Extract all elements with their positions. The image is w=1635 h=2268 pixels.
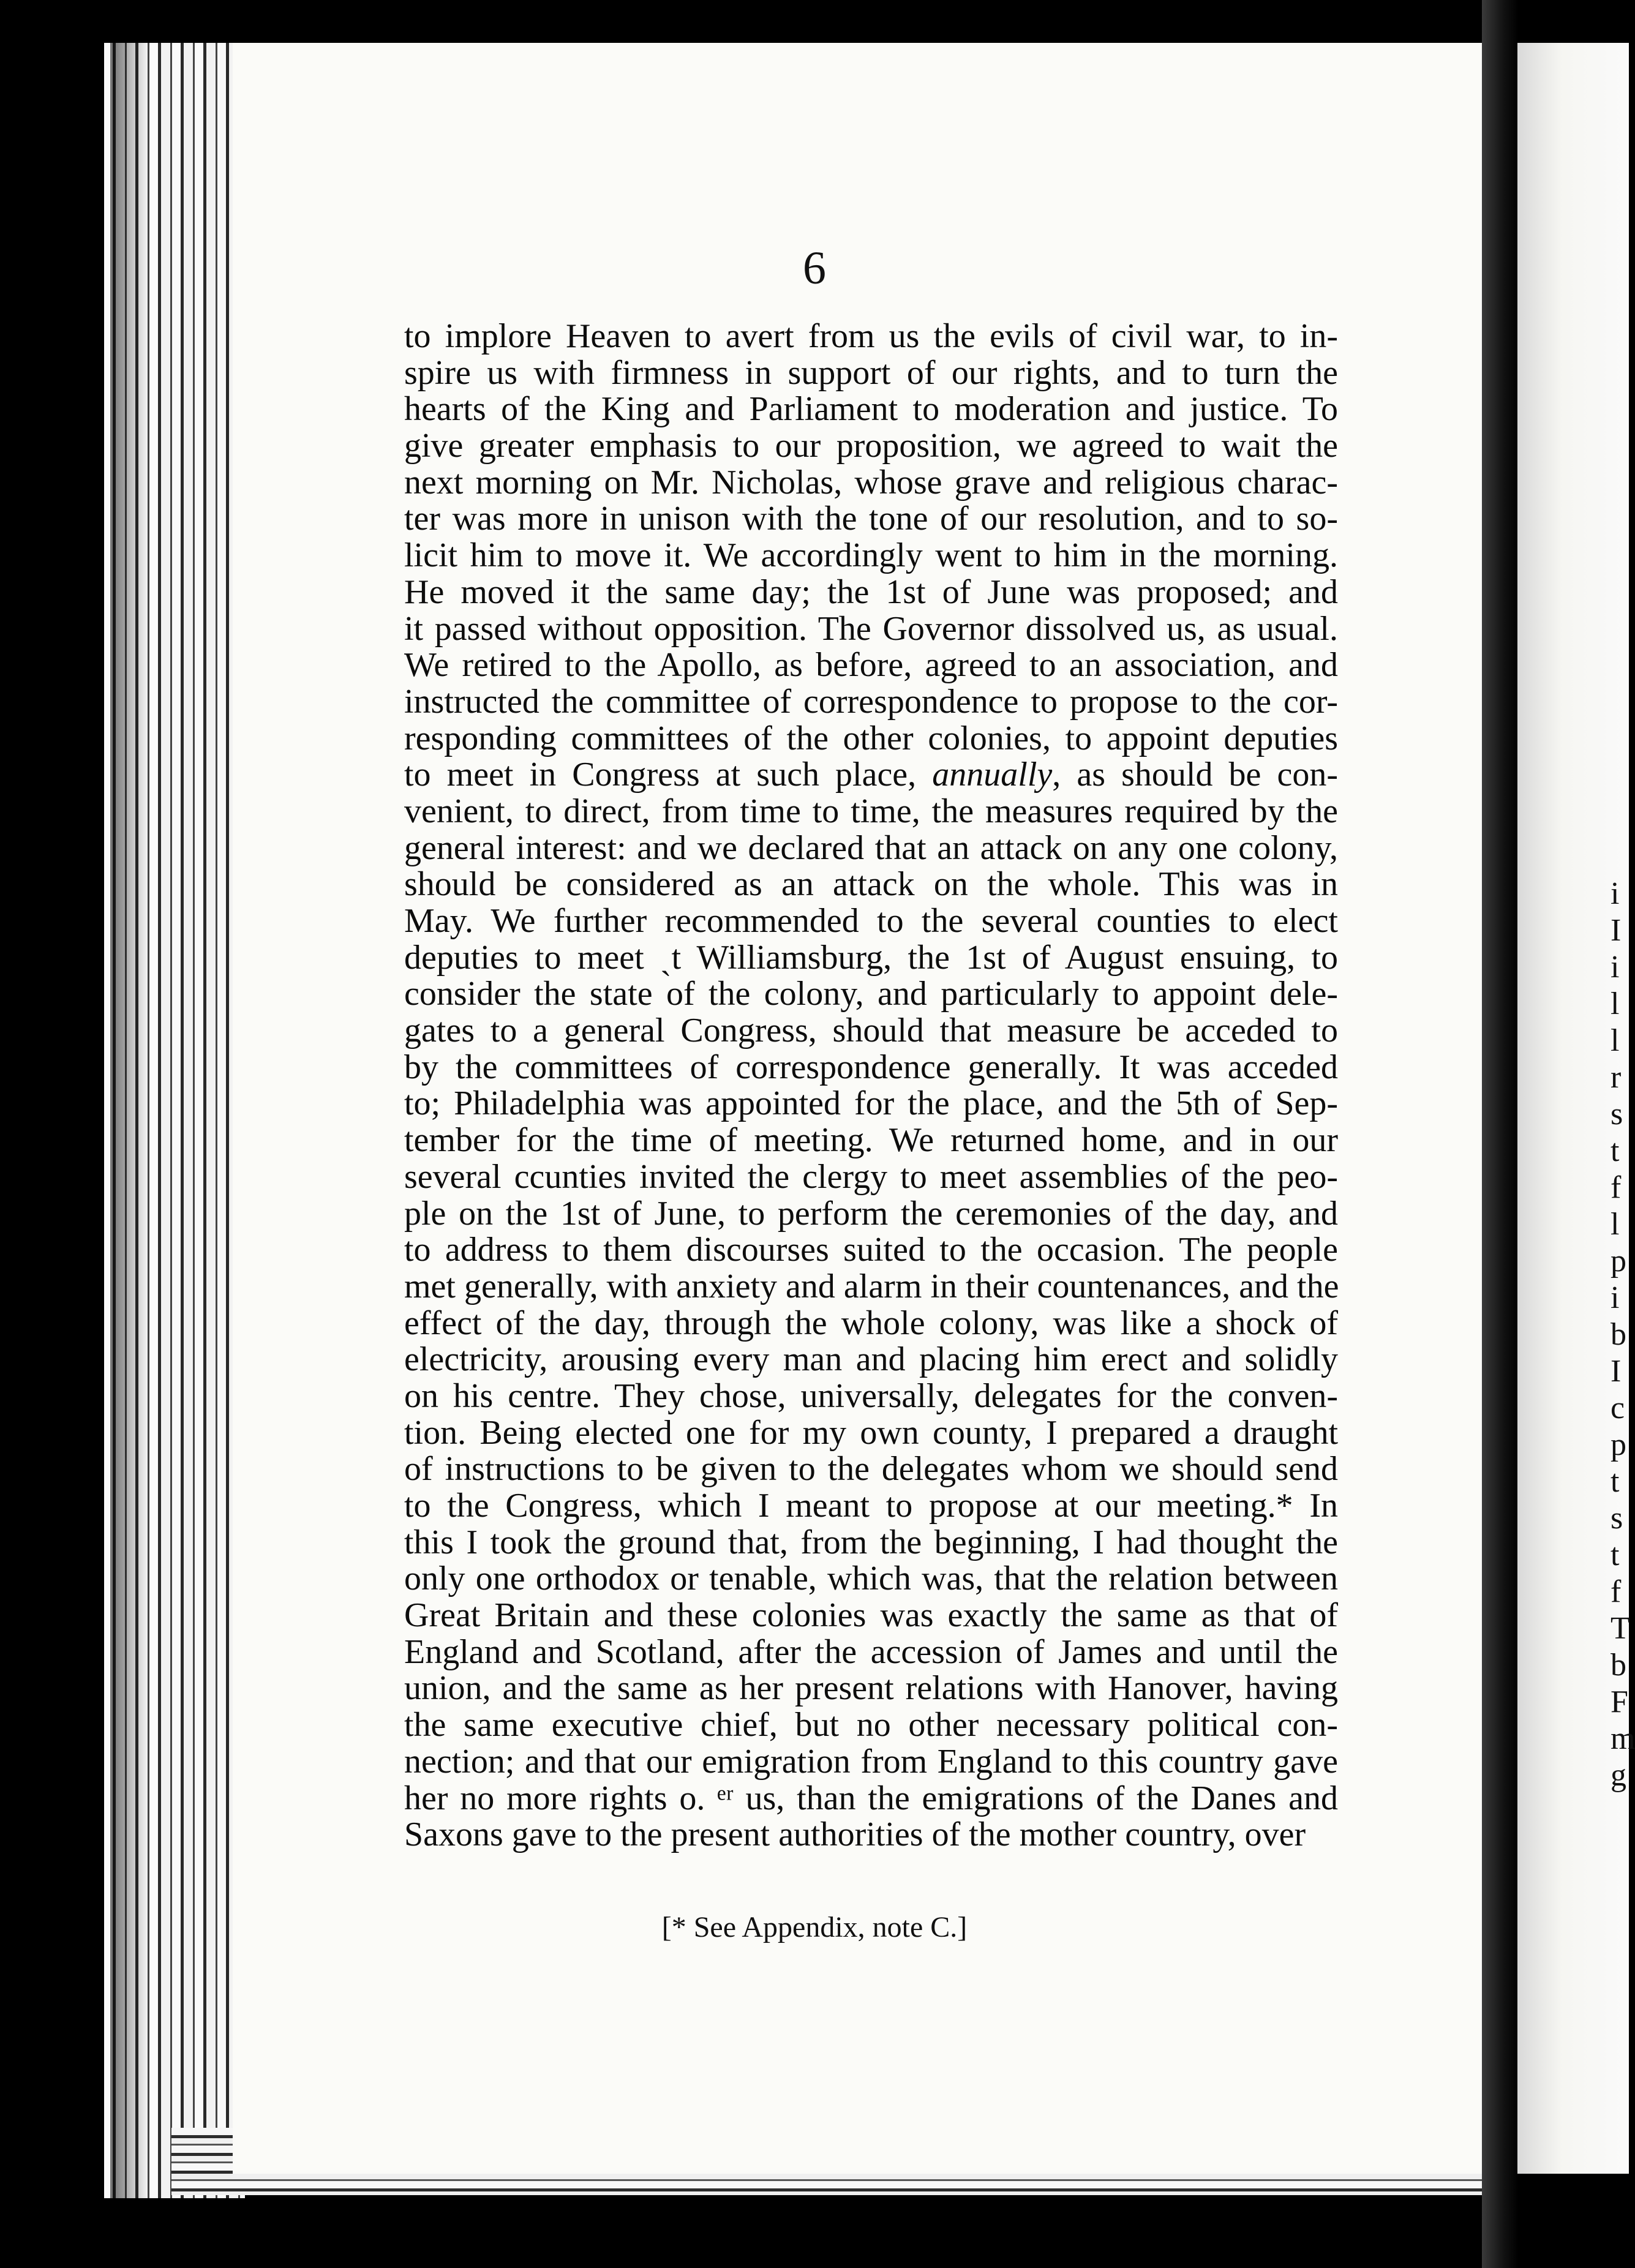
facing-text-fragment: c — [1611, 1391, 1625, 1425]
facing-text-fragment: p — [1611, 1244, 1626, 1279]
text-line: deputies to meet ˎt Williamsburg, the 1st of August ensuing, to — [404, 938, 1338, 977]
facing-text-fragment: i — [1611, 1280, 1620, 1315]
text-line: gates to a general Congress, should that measure be acceded to — [404, 1012, 1338, 1050]
footnote: [* See Appendix, note C.] — [661, 1911, 968, 1943]
text-line: May. We further recommended to the several counties to elect — [404, 902, 1338, 940]
text-line: this I took the ground that, from the beginning, I had thought the — [404, 1523, 1338, 1561]
facing-text-fragment: b — [1611, 1317, 1626, 1352]
text-line: tion. Being elected one for my own county, I prepared a draught — [404, 1413, 1338, 1452]
text-line: several ccunties invited the clergy to meet assemblies of the peo- — [404, 1157, 1338, 1196]
text-line: licit him to move it. We accordingly went to him in the morning. — [404, 536, 1338, 575]
text-line: spire us with firmness in support of our rights, and to turn the — [404, 353, 1338, 392]
facing-text-fragment: f — [1611, 1170, 1622, 1205]
text-line: met generally, with anxiety and alarm in their countenances, and the — [404, 1267, 1339, 1305]
text-line: to implore Heaven to avert from us the evils of civil war, to in- — [404, 317, 1338, 355]
binding-shadow — [110, 43, 147, 2198]
facing-text-fragment: l — [1611, 986, 1620, 1021]
page-number: 6 — [803, 242, 826, 294]
text-line: give greater emphasis to our proposition, we agreed to wait the — [404, 427, 1338, 465]
text-line: to address to them discourses suited to the occasion. The people — [404, 1231, 1338, 1269]
text-line: it passed without opposition. The Governor dissolved us, as usual. — [404, 609, 1338, 648]
facing-page-text-fragments — [1611, 876, 1635, 1794]
text-line: next morning on Mr. Nicholas, whose grave and religious charac- — [404, 463, 1338, 501]
text-line: should be considered as an attack on the whole. This was in — [404, 865, 1338, 904]
facing-text-fragment: i — [1611, 876, 1620, 911]
facing-text-fragment: I — [1611, 913, 1622, 948]
text-line: by the committees of correspondence generally. It was acceded — [404, 1048, 1338, 1086]
text-line: We retired to the Apollo, as before, agreed to an association, and — [404, 646, 1338, 685]
facing-text-fragment: s — [1611, 1097, 1623, 1132]
facing-text-fragment: b — [1611, 1648, 1626, 1683]
text-line: union, and the same as her present relations with Hanover, having — [404, 1669, 1338, 1708]
text-line: He moved it the same day; the 1st of June was proposed; and — [404, 573, 1338, 611]
text-line: instructed the committee of correspondence to propose to the cor- — [404, 682, 1338, 721]
text-line: of instructions to be given to the delegates whom we should send — [404, 1450, 1338, 1489]
facing-text-fragment: I — [1611, 1354, 1622, 1389]
text-line: nection; and that our emigration from England to this country gave — [404, 1742, 1338, 1781]
facing-text-fragment: l — [1611, 1023, 1620, 1058]
text-line: to; Philadelphia was appointed for the place, and the 5th of Sep- — [404, 1084, 1338, 1123]
facing-text-fragment: g — [1611, 1758, 1626, 1793]
text-line: venient, to direct, from time to time, the measures required by the — [404, 792, 1338, 830]
facing-text-fragment: f — [1611, 1574, 1622, 1609]
text-line: Saxons gave to the present authorities of the mother country, over — [404, 1816, 1306, 1854]
text-line: tember for the time of meeting. We returned home, and in our — [404, 1121, 1338, 1160]
facing-text-fragment: t — [1611, 1464, 1620, 1499]
text-line: the same executive chief, but no other necessary political con- — [404, 1706, 1338, 1744]
facing-text-fragment: i — [1611, 950, 1620, 985]
text-line: general interest: and we declared that an attack on any one colony, — [404, 828, 1338, 867]
facing-text-fragment: t — [1611, 1133, 1620, 1168]
facing-text-fragment: T — [1611, 1611, 1630, 1646]
text-line: Great Britain and these colonies was exactly the same as that of — [404, 1596, 1338, 1635]
facing-text-fragment: F — [1611, 1684, 1628, 1719]
text-line: consider the state of the colony, and particularly to appoint dele- — [404, 975, 1338, 1013]
facing-text-fragment: t — [1611, 1538, 1620, 1572]
text-line: only one orthodox or tenable, which was, that the relation between — [404, 1560, 1338, 1598]
body-text — [404, 318, 1338, 1853]
text-line: ter was more in unison with the tone of our resolution, and to so- — [404, 500, 1338, 538]
text-line: effect of the day, through the whole colony, was like a shock of — [404, 1304, 1338, 1342]
text-line: to meet in Congress at such place, annually, as should be con- — [404, 756, 1339, 794]
text-line: on his centre. They chose, universally, delegates for the conven- — [404, 1376, 1338, 1415]
text-line: to the Congress, which I meant to propose at our meeting.* In — [404, 1487, 1338, 1525]
facing-text-fragment: m — [1611, 1721, 1635, 1756]
facing-text-fragment: r — [1611, 1060, 1622, 1095]
text-line: electricity, arousing every man and placing him erect and solidly — [404, 1340, 1338, 1379]
text-line: her no more rights o. ᵉʳ us, than the emigrations of the Danes and — [404, 1779, 1338, 1817]
text-line: hearts of the King and Parliament to moderation and justice. To — [404, 390, 1338, 429]
text-line: England and Scotland, after the accession of James and until the — [404, 1632, 1338, 1671]
facing-text-fragment: l — [1611, 1207, 1620, 1242]
facing-text-fragment: p — [1611, 1427, 1626, 1462]
text-line: ple on the 1st of June, to perform the ceremonies of the day, and — [404, 1194, 1338, 1233]
text-line: responding committees of the other colonies, to appoint deputies — [404, 719, 1338, 757]
facing-text-fragment: s — [1611, 1501, 1623, 1536]
